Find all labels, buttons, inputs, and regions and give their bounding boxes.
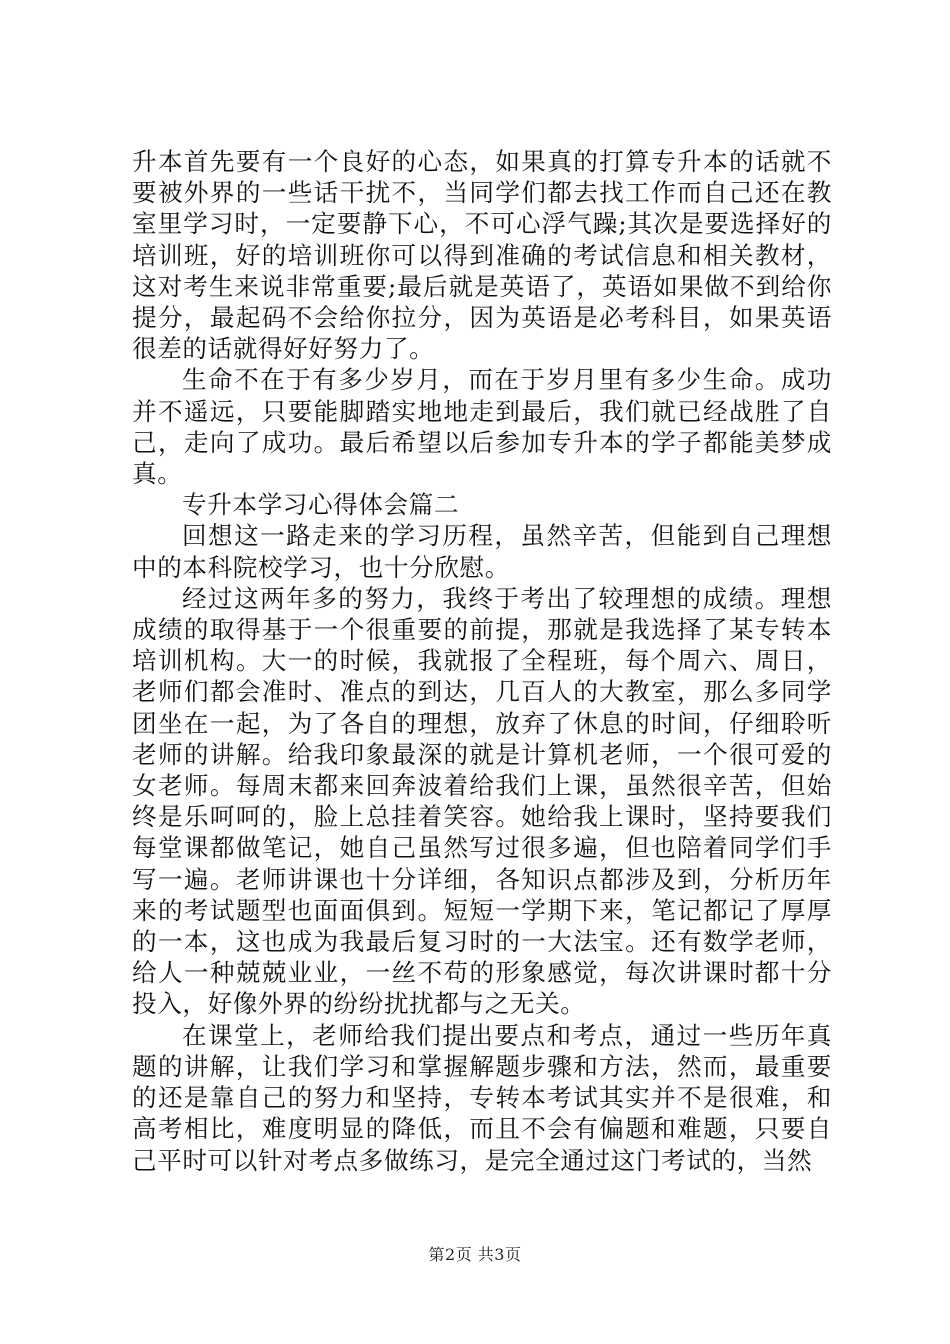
paragraph-training-experience: 经过这两年多的努力，我终于考出了较理想的成绩。理想成绩的取得基于一个很重要的前提，那就是我选择了某专转本培训机构。大一的时候，我就报了全程班，每个周六、周日，老师们都会准时、准点的到达，几百人的大教室，那么多同学团坐在一起，为了各自的理想，放弃了休息的时间，仔细聆听老师的讲解。给我印象最深的就是计算机老师，一个很可爱的女老师。每周末都来回奔波着给我们上课，虽然很辛苦，但始终是乐呵呵的，脸上总挂着笑容。她给我上课时，坚持要我们每堂课都做笔记，她自己虽然写过很多遍，但也陪着同学们手写一遍。老师讲课也十分详细，各知识点都涉及到，分析历年来的考试题型也面面俱到。短短一学期下来，笔记都记了厚厚的一本，这也成为我最后复习时的一大法宝。还有数学老师，给人一种兢兢业业，一丝不苟的形象感觉，每次讲课时都十分投入，好像外界的纷纷扰扰都与之无关。 <box>132 583 832 1019</box>
section-heading: 专升本学习心得体会篇二 <box>182 490 460 520</box>
paragraph-continuation: 升本首先要有一个良好的心态，如果真的打算专升本的话就不要被外界的一些话干扰不，当同学们都去找工作而自己还在教室里学习时，一定要静下心，不可心浮气躁;其次是要选择好的培训班，好的培训班你可以得到准确的考试信息和相关教材，这对考生来说非常重要;最后就是英语了，英语如果做不到给你提分，最起码不会给你拉分，因为英语是必考科目，如果英语很差的话就得好好努力了。 <box>132 147 832 364</box>
paragraph-classroom: 在课堂上，老师给我们提出要点和考点，通过一些历年真题的讲解，让我们学习和掌握解题步骤和方法，然而，最重要的还是靠自己的努力和坚持，专转本考试其实并不是很难，和高考相比，难度明显的降低，而且不会有偏题和难题，只要自己平时可以针对考点多做练习，是完全通过这门考试的，当然 <box>132 1020 832 1175</box>
document-body <box>132 146 832 1176</box>
paragraph-life-and-success: 生命不在于有多少岁月，而在于岁月里有多少生命。成功并不遥远，只要能脚踏实地地走到最后，我们就已经战胜了自己，走向了成功。最后希望以后参加专升本的学子都能美梦成真。 <box>132 365 832 489</box>
page-number-footer: 第2页 共3页 <box>428 1245 522 1264</box>
paragraph-recollection: 回想这一路走来的学习历程，虽然辛苦，但能到自己理想中的本科院校学习，也十分欣慰。 <box>132 521 832 582</box>
